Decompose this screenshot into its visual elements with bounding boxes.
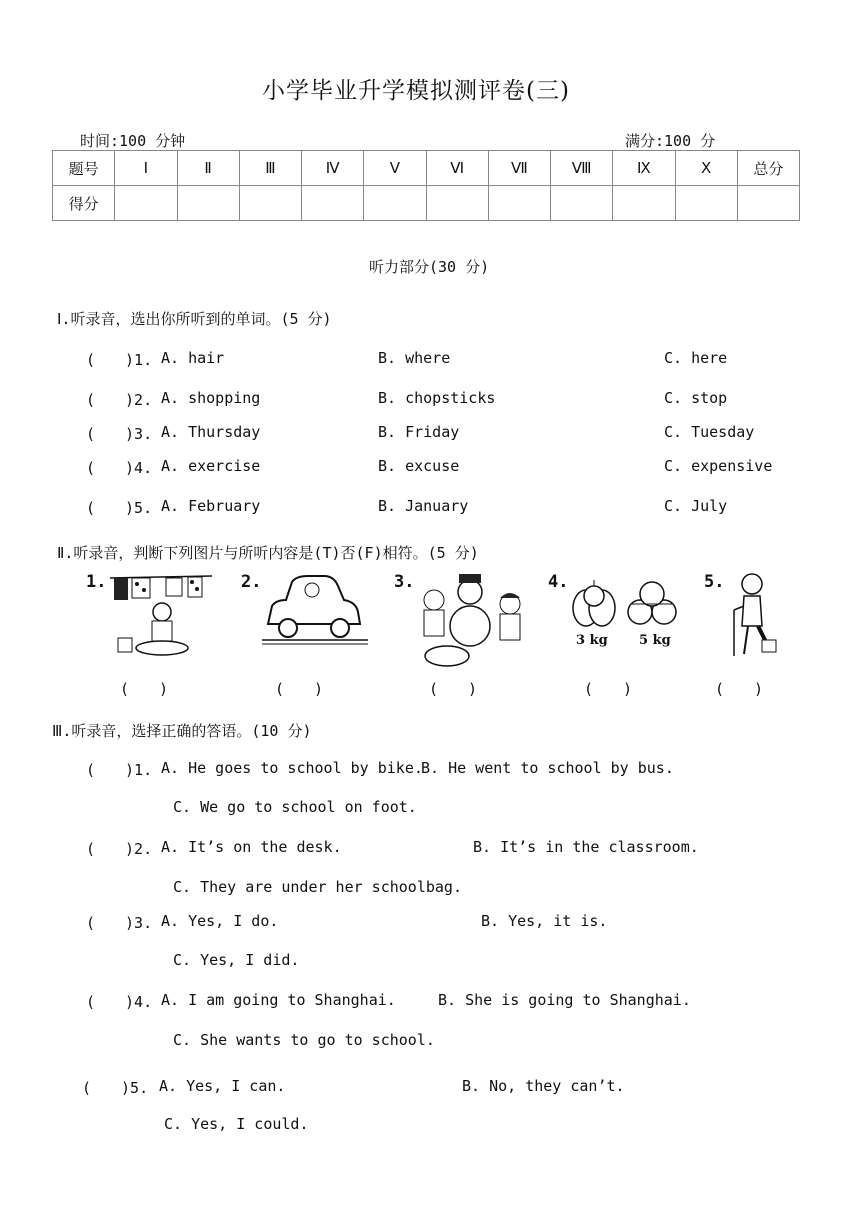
part3-option-c[interactable]: C. Yes, I did. bbox=[173, 951, 300, 969]
score-table-header: Ⅸ bbox=[613, 151, 675, 186]
full-score: 满分:100 分 bbox=[625, 132, 716, 150]
part1-item-num: ( )1. bbox=[86, 351, 153, 369]
part3-option-b[interactable]: B. Yes, it is. bbox=[481, 912, 608, 930]
answer-blank[interactable]: ( ) bbox=[584, 680, 633, 698]
score-table-header: 题号 bbox=[53, 151, 115, 186]
part3-option-a[interactable]: A. Yes, I can. bbox=[159, 1077, 286, 1095]
part3-option-a[interactable]: A. It’s on the desk. bbox=[161, 838, 342, 856]
exam-time: 时间:100 分钟 bbox=[80, 132, 186, 150]
part3-item-num: ( )2. bbox=[86, 840, 153, 858]
part3-option-c[interactable]: C. Yes, I could. bbox=[164, 1115, 309, 1133]
score-table-header: Ⅱ bbox=[177, 151, 239, 186]
part1-item-num: ( )2. bbox=[86, 391, 153, 409]
answer-blank[interactable]: ( ) bbox=[120, 680, 169, 698]
part1-option-b[interactable]: B. chopsticks bbox=[378, 389, 496, 407]
part3-heading: Ⅲ.听录音，选择正确的答语。(10 分) bbox=[52, 722, 312, 740]
part1-option-a[interactable]: A. exercise bbox=[161, 457, 261, 475]
part1-heading: Ⅰ.听录音，选出你所听到的单词。(5 分) bbox=[57, 310, 332, 328]
score-cell[interactable] bbox=[675, 186, 737, 221]
part3-item-num: ( )5. bbox=[82, 1079, 149, 1097]
score-cell[interactable] bbox=[613, 186, 675, 221]
snowman-icon bbox=[412, 570, 532, 670]
washing-clothes-icon bbox=[104, 572, 216, 668]
part3-option-c[interactable]: C. We go to school on foot. bbox=[173, 798, 417, 816]
part1-option-c[interactable]: C. Tuesday bbox=[664, 423, 755, 441]
score-table-header-row bbox=[53, 151, 800, 186]
score-table-header: Ⅳ bbox=[302, 151, 364, 186]
answer-blank[interactable]: ( ) bbox=[429, 680, 478, 698]
part1-option-b[interactable]: B. January bbox=[378, 497, 469, 515]
fruit-weights-icon bbox=[566, 574, 682, 630]
part3-item-num: ( )1. bbox=[86, 761, 153, 779]
part1-option-c[interactable]: C. July bbox=[664, 497, 728, 515]
score-table-header: Ⅵ bbox=[426, 151, 488, 186]
score-row-label: 得分 bbox=[53, 186, 115, 221]
part3-option-a[interactable]: A. I am going to Shanghai. bbox=[161, 991, 396, 1009]
part1-option-c[interactable]: C. here bbox=[664, 349, 728, 367]
score-table-header: Ⅷ bbox=[551, 151, 613, 186]
score-cell[interactable] bbox=[364, 186, 426, 221]
score-table-header: Ⅰ bbox=[115, 151, 177, 186]
injured-man-icon bbox=[720, 570, 784, 660]
part1-item-num: ( )5. bbox=[86, 499, 153, 517]
answer-blank[interactable]: ( ) bbox=[275, 680, 324, 698]
picture-number: 3. bbox=[394, 572, 415, 592]
part3-option-b[interactable]: B. He went to school by bus. bbox=[421, 759, 674, 777]
part1-item-num: ( )3. bbox=[86, 425, 153, 443]
score-cell[interactable] bbox=[426, 186, 488, 221]
section-heading: 听力部分(30 分) bbox=[369, 258, 490, 276]
car-icon bbox=[258, 572, 370, 654]
picture-number: 2. bbox=[241, 572, 262, 592]
part3-option-a[interactable]: A. He goes to school by bike. bbox=[161, 759, 423, 777]
part1-option-b[interactable]: B. where bbox=[378, 349, 451, 367]
picture-number: 4. bbox=[548, 572, 569, 592]
part1-option-a[interactable]: A. shopping bbox=[161, 389, 261, 407]
fruit-weight-label: 5 kg bbox=[639, 633, 671, 648]
picture-number: 5. bbox=[704, 572, 725, 592]
score-table-header: 总分 bbox=[737, 151, 799, 186]
part3-option-a[interactable]: A. Yes, I do. bbox=[161, 912, 279, 930]
part3-option-b[interactable]: B. She is going to Shanghai. bbox=[438, 991, 691, 1009]
part2-heading: Ⅱ.听录音，判断下列图片与所听内容是(T)否(F)相符。(5 分) bbox=[57, 544, 479, 562]
part3-option-b[interactable]: B. It’s in the classroom. bbox=[473, 838, 699, 856]
score-cell[interactable] bbox=[302, 186, 364, 221]
part1-option-a[interactable]: A. hair bbox=[161, 349, 225, 367]
part1-option-c[interactable]: C. expensive bbox=[664, 457, 773, 475]
score-cell[interactable] bbox=[177, 186, 239, 221]
part1-option-c[interactable]: C. stop bbox=[664, 389, 728, 407]
score-cell[interactable] bbox=[551, 186, 613, 221]
score-cell[interactable] bbox=[239, 186, 301, 221]
part1-option-a[interactable]: A. February bbox=[161, 497, 261, 515]
part1-option-a[interactable]: A. Thursday bbox=[161, 423, 261, 441]
part3-item-num: ( )4. bbox=[86, 993, 153, 1011]
score-table-header: Ⅶ bbox=[488, 151, 550, 186]
page-title: 小学毕业升学模拟测评卷(三) bbox=[262, 78, 570, 104]
part3-item-num: ( )3. bbox=[86, 914, 153, 932]
score-table-header: Ⅴ bbox=[364, 151, 426, 186]
score-table bbox=[52, 150, 800, 221]
part3-option-b[interactable]: B. No, they can’t. bbox=[462, 1077, 625, 1095]
part1-option-b[interactable]: B. excuse bbox=[378, 457, 460, 475]
score-cell[interactable] bbox=[115, 186, 177, 221]
part1-option-b[interactable]: B. Friday bbox=[378, 423, 460, 441]
part3-option-c[interactable]: C. They are under her schoolbag. bbox=[173, 878, 462, 896]
score-table-header: Ⅹ bbox=[675, 151, 737, 186]
answer-blank[interactable]: ( ) bbox=[715, 680, 764, 698]
score-cell[interactable] bbox=[488, 186, 550, 221]
fruit-weight-label: 3 kg bbox=[576, 633, 608, 648]
score-table-header: Ⅲ bbox=[239, 151, 301, 186]
part3-option-c[interactable]: C. She wants to go to school. bbox=[173, 1031, 435, 1049]
picture-number: 1. bbox=[86, 572, 107, 592]
part1-item-num: ( )4. bbox=[86, 459, 153, 477]
score-table-score-row bbox=[53, 186, 800, 221]
score-cell[interactable] bbox=[737, 186, 799, 221]
